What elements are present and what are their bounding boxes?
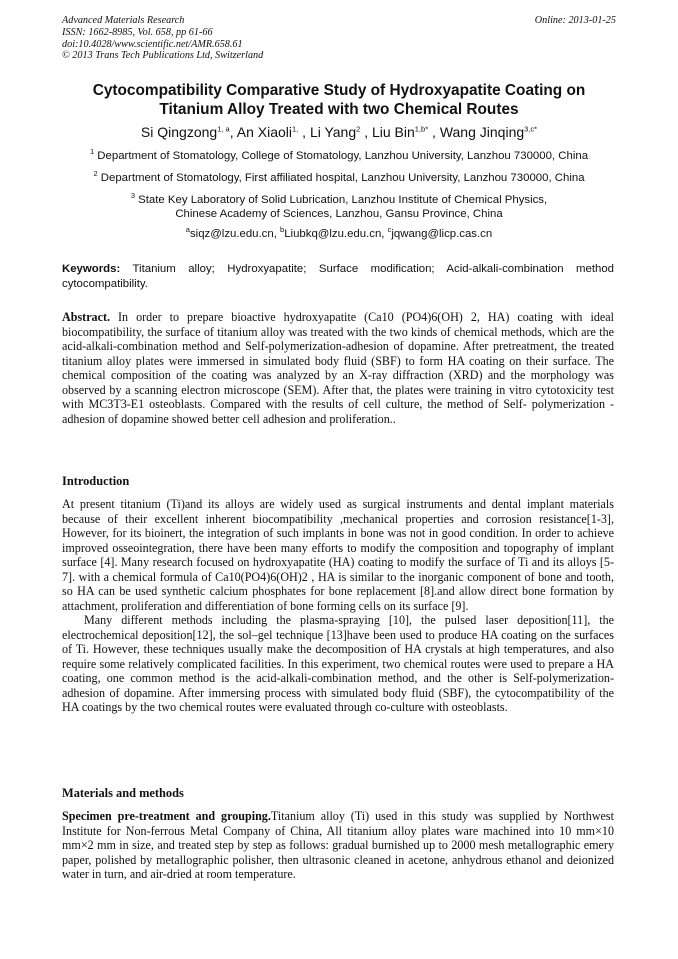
email-list: $^a$siqz@lzu.edu.cn, $^b$Liubkq@lzu.edu.cn, $^c$jqwang@licp.cas.cn bbox=[185, 225, 493, 240]
author: Wang Jinqing$^{3,c*}$ bbox=[439, 124, 538, 140]
email: Liubkq@lzu.edu.cn, bbox=[284, 228, 388, 240]
online-date: Online: 2013-01-25 bbox=[534, 15, 616, 26]
journal-name: Advanced Materials Research bbox=[62, 15, 185, 26]
keywords bbox=[62, 262, 614, 291]
methods-body bbox=[62, 809, 614, 882]
abstract bbox=[62, 310, 614, 426]
methods-text: Titanium alloy (Ti) used in this study was supplied by Northwest Institute for Non-ferrous Metal Company of China, All titanium alloy plates ware machined into 10 mm×10 mm×2 mm in size, and treated step by step as follows: gradual burnished up to 2000 mesh metallographic emery paper, polished by metallographic polisher, then ultrasonic cleaned in acetone, anhydrous ethanol and deionized water in turn, and air-dried at room temperature. bbox=[62, 809, 614, 881]
author: Li Yang$^2$ , bbox=[309, 124, 372, 140]
issn: ISSN: 1662-8985, Vol. 658, pp 61-66 bbox=[62, 26, 213, 38]
subsection-label: Specimen pre-treatment and grouping. bbox=[62, 809, 271, 823]
keywords-label: Keywords: bbox=[62, 263, 121, 275]
affiliation-3: $^3$ State Key Laboratory of Solid Lubrication, Lanzhou Institute of Chemical Physics, Chinese Academy of Sciences, Lanzhou, Gansu Province, China bbox=[130, 191, 548, 220]
author: Si Qingzong$^{1, a}$, bbox=[140, 124, 237, 140]
email: siqz@lzu.edu.cn, bbox=[189, 228, 281, 240]
copyright: © 2013 Trans Tech Publications Ltd, Switzerland bbox=[62, 50, 264, 62]
paper-title: Cytocompatibility Comparative Study of Hydroxyapatite Coating on Titanium Alloy Treated with two Chemical Routes bbox=[92, 82, 586, 118]
email: jqwang@licp.cas.cn bbox=[391, 228, 493, 240]
affiliation-1: $^1$ Department of Stomatology, College of Stomatology, Lanzhou University, Lanzhou 730000, China bbox=[89, 147, 589, 162]
affiliation-2: $^2$ Department of Stomatology, First affiliated hospital, Lanzhou University, Lanzhou 730000, China bbox=[93, 169, 585, 184]
abstract-text: In order to prepare bioactive hydroxyapatite (Ca10 (PO4)6(OH) 2, HA) coating with ideal biocompatibility, the surface of titanium alloy was treated with the two kinds of chemical methods, which are the acid-alkali-combination method and Self-polymerization-adhesion of dopamine. After pretreatment, the treated titanium alloy plates were immersed in simulated body fluid (SBF) to form HA coating on their surface. The chemical composition of the coating was analyzed by an X-ray diffraction (XRD) and the morphology was observed by a scanning electron microscope (SEM). After that, the plates were training in vitro cytotoxicity test with MC3T3-E1 osteoblasts. Compared with the results of cell culture, the method of Self- polymerization -adhesion of dopamine showed better cell adhesion and proliferation.. bbox=[62, 310, 614, 426]
author-list bbox=[62, 124, 616, 140]
section-heading-methods: Materials and methods bbox=[62, 786, 184, 800]
doi: doi:10.4028/www.scientific.net/AMR.658.61 bbox=[62, 38, 243, 50]
introduction-body bbox=[62, 497, 614, 715]
section-heading-introduction: Introduction bbox=[62, 474, 130, 488]
keywords-text: Titanium alloy; Hydroxyapatite; Surface modification; Acid-alkali-combination method cytocompatibility. bbox=[62, 263, 614, 290]
abstract-label: Abstract. bbox=[62, 310, 111, 324]
author: An Xiaoli$^{1,}$ , bbox=[236, 124, 310, 140]
author: Liu Bin$^{1,b*}$ , bbox=[371, 124, 440, 140]
intro-paragraph-1: At present titanium (Ti)and its alloys are widely used as surgical instruments and dental implant materials because of their excellent inherent biocompatibility ,mechanical properties and corrosion resistance[1-3], However, for its bioinert, the integration of such implants in bone was not in good condition. In order to achieve improved osseointegration, there have been many efforts to modify the composition and topography of implant surface [4]. Many research focused on hydroxyapatite (HA) coating to modify the surface of Ti and its alloys [5-7]. with a chemical formula of Ca10(PO4)6(OH)2 , HA is similar to the inorganic component of bone and tooth, so HA can be used synthetic calcium phosphates for bone replacement [8].and allow direct bone formation by attachment, proliferation and differentiation of bone forming cells on its surface [9]. bbox=[62, 497, 614, 613]
journal-meta bbox=[62, 15, 263, 62]
intro-paragraph-2: Many different methods including the plasma-spraying [10], the pulsed laser deposition[11], the electrochemical deposition[12], the sol–gel technique [13]have been used to produce HA coating on the surfaces of Ti. However, these techniques usually make the decomposition of HA crystals at high temperatures, and also require some relatively complicated facilities. In this experiment, two chemical routes were used to prepare a HA coating, one common method is the acid-alkali-combination method, and the other is Self-polymerization-adhesion of dopamine. After immersing process with simulated body fluid (SBF), the cytocompatibility of the HA coatings by the two chemical routes were evaluated through co-culture with osteoblasts. bbox=[62, 613, 614, 714]
